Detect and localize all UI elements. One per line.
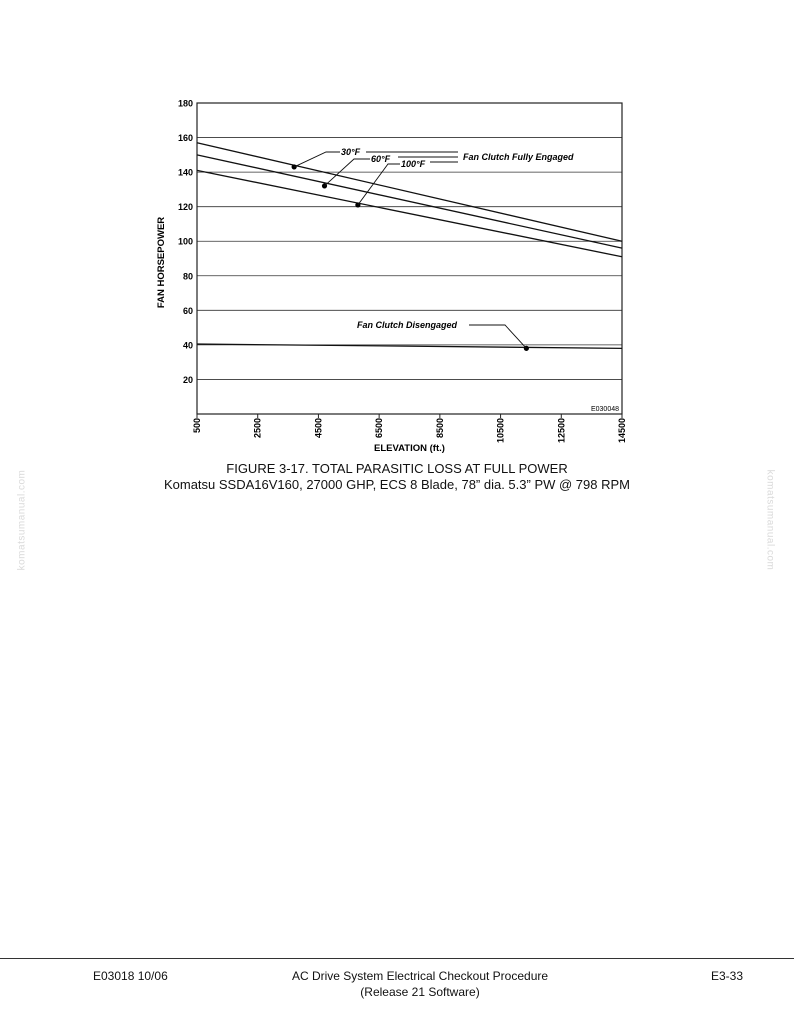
footer-title <box>0 968 794 1000</box>
figure-caption-subtitle: Komatsu SSDA16V160, 27000 GHP, ECS 8 Blade, 78” dia. 5.3” PW @ 798 RPM <box>163 477 631 492</box>
y-tick-label: 40 <box>182 340 193 351</box>
x-axis-title: ELEVATION (ft.) <box>374 443 445 454</box>
footer-divider <box>0 958 794 959</box>
y-tick-label: 20 <box>182 374 193 385</box>
label-60f: 60°F <box>371 154 391 164</box>
x-tick-label: 8500 <box>434 418 445 439</box>
label-100f: 100°F <box>401 159 426 169</box>
watermark-left: komatsumanual.com <box>16 469 28 571</box>
y-tick-label: 60 <box>182 305 193 316</box>
label-fan-clutch-engaged: Fan Clutch Fully Engaged <box>463 152 574 162</box>
y-tick-label: 180 <box>177 98 193 109</box>
chart <box>0 0 794 460</box>
label-30f: 30°F <box>341 147 361 157</box>
x-tick-label: 500 <box>192 418 202 434</box>
series-line <box>197 170 622 256</box>
x-tick-label: 4500 <box>313 418 324 439</box>
y-tick-label: 80 <box>182 271 193 282</box>
x-tick-label: 10500 <box>495 418 506 444</box>
y-tick-label: 120 <box>177 202 193 213</box>
y-tick-label: 140 <box>177 167 193 178</box>
figure-caption-title: FIGURE 3-17. TOTAL PARASITIC LOSS AT FULL POWER <box>226 461 568 476</box>
footer-document-id: E03018 10/06 <box>93 969 168 983</box>
footer-title-line2: (Release 21 Software) <box>360 985 480 999</box>
watermark-right: komatsumanual.com <box>764 469 776 571</box>
x-tick-label: 14500 <box>617 418 627 444</box>
x-tick-label: 12500 <box>556 418 567 444</box>
footer-page-number: E3-33 <box>711 969 744 983</box>
plot-frame <box>197 103 622 414</box>
y-axis-title: FAN HORSEPOWER <box>156 216 167 309</box>
leader-30 <box>294 152 340 167</box>
label-fan-clutch-disengaged: Fan Clutch Disengaged <box>357 320 458 330</box>
footer-title-line1: AC Drive System Electrical Checkout Procedure <box>291 969 549 983</box>
figure-code: E030048 <box>590 406 619 413</box>
x-tick-label: 6500 <box>374 418 385 439</box>
y-tick-label: 100 <box>177 236 193 247</box>
y-tick-label: 160 <box>177 133 193 144</box>
x-tick-label: 2500 <box>252 418 263 439</box>
